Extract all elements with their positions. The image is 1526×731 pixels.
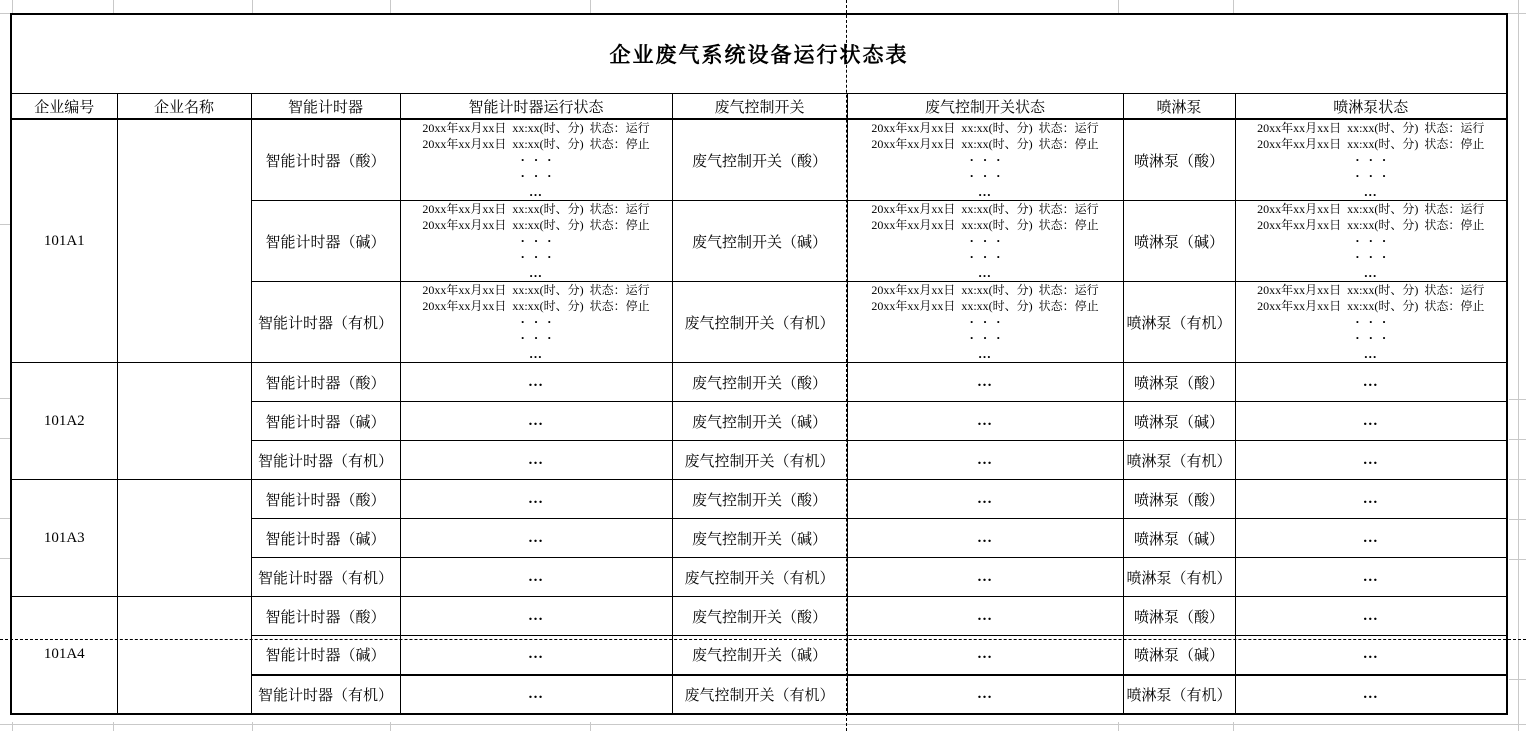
gridline-segment [1118, 722, 1119, 731]
timer-status-cell[interactable] [400, 363, 672, 402]
status-line: … [978, 184, 992, 199]
ellipsis-placeholder: … [1362, 373, 1379, 390]
pump-status-cell[interactable] [1235, 675, 1507, 714]
gridline-segment [1509, 439, 1526, 440]
pump-cell[interactable]: 喷淋泵（有机） [1123, 558, 1235, 597]
gridline-segment [113, 0, 114, 13]
table-row [11, 597, 1507, 636]
gridline-segment [1233, 722, 1234, 731]
timer-cell[interactable]: 智能计时器（酸） [251, 119, 400, 201]
pump-cell[interactable]: 喷淋泵（酸） [1123, 363, 1235, 402]
ellipsis-placeholder: … [1362, 529, 1379, 546]
ellipsis-placeholder: … [977, 412, 993, 429]
pump-cell[interactable]: 喷淋泵（碱） [1123, 402, 1235, 441]
status-line: ··· [1355, 330, 1396, 345]
timer-status-cell[interactable] [400, 636, 672, 675]
gridline-segment [252, 0, 253, 13]
status-line: ··· [969, 314, 1010, 329]
status-line: 20xx年xx月xx日 xx:xx(时、分) 状态：停止 [871, 218, 1099, 232]
timer-status-cell[interactable] [400, 402, 672, 441]
timer-status-cell[interactable] [400, 119, 672, 201]
timer-cell[interactable]: 智能计时器（酸） [251, 597, 400, 636]
status-line: 20xx年xx月xx日 xx:xx(时、分) 状态：停止 [871, 299, 1099, 313]
gridline-segment [0, 224, 10, 225]
timer-cell[interactable]: 智能计时器（碱） [251, 201, 400, 282]
gas-switch-cell[interactable]: 废气控制开关（酸） [672, 597, 847, 636]
gas-switch-cell[interactable]: 废气控制开关（碱） [672, 519, 847, 558]
timer-status-cell[interactable] [400, 519, 672, 558]
ellipsis-placeholder: … [528, 646, 544, 663]
ellipsis-placeholder: … [977, 490, 993, 507]
ellipsis-placeholder: … [1362, 646, 1379, 663]
company-id-cell[interactable]: 101A4 [11, 597, 117, 714]
gas-switch-status-cell[interactable] [847, 282, 1123, 363]
status-line: 20xx年xx月xx日 xx:xx(时、分) 状态：停止 [1257, 299, 1485, 313]
status-line: ··· [969, 330, 1010, 345]
timer-cell[interactable]: 智能计时器（有机） [251, 282, 400, 363]
status-line: 20xx年xx月xx日 xx:xx(时、分) 状态：运行 [422, 121, 650, 135]
ellipsis-placeholder: … [977, 646, 993, 663]
column-header-6[interactable]: 喷淋泵 [1123, 94, 1235, 120]
status-line: … [1363, 184, 1378, 199]
gas-switch-cell[interactable]: 废气控制开关（碱） [672, 402, 847, 441]
pump-status-cell[interactable] [1235, 363, 1507, 402]
pump-status-cell[interactable] [1235, 201, 1507, 282]
company-name-cell[interactable] [117, 597, 251, 714]
ellipsis-placeholder: … [977, 568, 993, 585]
gridline-segment [1509, 519, 1526, 520]
gas-switch-cell[interactable]: 废气控制开关（碱） [672, 636, 847, 675]
gridline-segment [0, 438, 10, 439]
ellipsis-placeholder: … [528, 490, 544, 507]
status-line: ··· [1355, 314, 1396, 329]
gridline-segment [590, 722, 591, 731]
ellipsis-placeholder: … [528, 412, 544, 429]
gridline-segment [12, 0, 13, 13]
gas-switch-status-cell[interactable] [847, 441, 1123, 480]
gridline-segment [1509, 559, 1526, 560]
pump-status-cell[interactable] [1235, 119, 1507, 201]
pump-status-cell[interactable] [1235, 402, 1507, 441]
gas-switch-status-cell[interactable] [847, 558, 1123, 597]
table-row [11, 363, 1507, 402]
status-line: 20xx年xx月xx日 xx:xx(时、分) 状态：停止 [871, 137, 1099, 151]
column-header-5[interactable]: 废气控制开关状态 [847, 94, 1123, 120]
status-line: 20xx年xx月xx日 xx:xx(时、分) 状态：运行 [1257, 283, 1485, 297]
ellipsis-placeholder: … [528, 607, 544, 624]
gas-switch-status-cell[interactable] [847, 480, 1123, 519]
timer-status-cell[interactable] [400, 675, 672, 714]
gas-switch-cell[interactable]: 废气控制开关（碱） [672, 201, 847, 282]
gas-switch-status-cell[interactable] [847, 636, 1123, 675]
status-line: ··· [520, 314, 561, 329]
status-line: … [978, 265, 992, 280]
gas-switch-status-cell[interactable] [847, 519, 1123, 558]
timer-cell[interactable]: 智能计时器（碱） [251, 402, 400, 441]
gridline-segment [252, 722, 253, 731]
gridline-segment [1118, 0, 1119, 13]
status-line: 20xx年xx月xx日 xx:xx(时、分) 状态：运行 [871, 202, 1099, 216]
status-line: 20xx年xx月xx日 xx:xx(时、分) 状态：运行 [871, 283, 1099, 297]
ellipsis-placeholder: … [528, 451, 544, 468]
status-line: … [1363, 346, 1378, 361]
status-line: ··· [969, 152, 1010, 167]
status-line: 20xx年xx月xx日 xx:xx(时、分) 状态：运行 [422, 202, 650, 216]
table-title-row [11, 14, 1507, 94]
timer-status-cell[interactable] [400, 441, 672, 480]
status-line: ··· [1355, 233, 1396, 248]
status-line: 20xx年xx月xx日 xx:xx(时、分) 状态：停止 [422, 218, 650, 232]
ellipsis-placeholder: … [1362, 685, 1379, 702]
table-row [11, 119, 1507, 201]
timer-status-cell[interactable] [400, 597, 672, 636]
status-line: ··· [1355, 249, 1396, 264]
column-header-1[interactable]: 企业名称 [117, 94, 251, 120]
gridline-segment [1518, 0, 1519, 731]
ellipsis-placeholder: … [977, 685, 993, 702]
pump-cell[interactable]: 喷淋泵（有机） [1123, 282, 1235, 363]
gridline-segment [1509, 679, 1526, 680]
company-name-cell[interactable] [117, 480, 251, 597]
status-line: 20xx年xx月xx日 xx:xx(时、分) 状态：运行 [1257, 202, 1485, 216]
pump-status-cell[interactable] [1235, 597, 1507, 636]
gas-switch-status-cell[interactable] [847, 363, 1123, 402]
status-line: 20xx年xx月xx日 xx:xx(时、分) 状态：运行 [871, 121, 1099, 135]
status-line: ··· [969, 233, 1010, 248]
status-line: ··· [520, 152, 561, 167]
status-line: 20xx年xx月xx日 xx:xx(时、分) 状态：停止 [422, 299, 650, 313]
page-title[interactable]: 企业废气系统设备运行状态表 [11, 14, 1507, 94]
company-id-cell[interactable]: 101A2 [11, 363, 117, 480]
table-row [11, 480, 1507, 519]
gridline-segment [1509, 399, 1526, 400]
status-line: ··· [520, 233, 561, 248]
status-line: 20xx年xx月xx日 xx:xx(时、分) 状态：运行 [1257, 121, 1485, 135]
timer-status-cell[interactable] [400, 480, 672, 519]
gridline-segment [0, 724, 1526, 725]
timer-status-cell[interactable] [400, 201, 672, 282]
column-header-7[interactable]: 喷淋泵状态 [1235, 94, 1507, 120]
gridline-segment [0, 398, 10, 399]
column-header-3[interactable]: 智能计时器运行状态 [400, 94, 672, 120]
ellipsis-placeholder: … [977, 373, 993, 390]
gas-switch-status-cell[interactable] [847, 675, 1123, 714]
status-line: … [529, 184, 543, 199]
company-id-cell[interactable]: 101A3 [11, 480, 117, 597]
company-name-cell[interactable] [117, 119, 251, 363]
status-line: ··· [969, 249, 1010, 264]
company-name-cell[interactable] [117, 363, 251, 480]
timer-cell[interactable]: 智能计时器（酸） [251, 480, 400, 519]
gas-switch-cell[interactable]: 废气控制开关（酸） [672, 119, 847, 201]
timer-cell[interactable]: 智能计时器（酸） [251, 363, 400, 402]
pump-status-cell[interactable] [1235, 519, 1507, 558]
status-line: 20xx年xx月xx日 xx:xx(时、分) 状态：运行 [422, 283, 650, 297]
gas-switch-cell[interactable]: 废气控制开关（有机） [672, 675, 847, 714]
status-line: ··· [520, 330, 561, 345]
column-header-4[interactable]: 废气控制开关 [672, 94, 847, 120]
status-line: ··· [1355, 168, 1396, 183]
status-line: 20xx年xx月xx日 xx:xx(时、分) 状态：停止 [422, 137, 650, 151]
timer-cell[interactable]: 智能计时器（有机） [251, 558, 400, 597]
pump-status-cell[interactable] [1235, 636, 1507, 675]
status-line: … [978, 346, 992, 361]
gridline-segment [0, 558, 10, 559]
timer-cell[interactable]: 智能计时器（有机） [251, 675, 400, 714]
status-line: 20xx年xx月xx日 xx:xx(时、分) 状态：停止 [1257, 137, 1485, 151]
status-line: … [529, 346, 543, 361]
gridline-segment [1233, 0, 1234, 13]
pump-cell[interactable]: 喷淋泵（碱） [1123, 201, 1235, 282]
ellipsis-placeholder: … [977, 607, 993, 624]
status-line: … [529, 265, 543, 280]
ellipsis-placeholder: … [1362, 607, 1379, 624]
timer-status-cell[interactable] [400, 558, 672, 597]
ellipsis-placeholder: … [1362, 451, 1379, 468]
pump-cell[interactable]: 喷淋泵（酸） [1123, 597, 1235, 636]
ellipsis-placeholder: … [1362, 412, 1379, 429]
ellipsis-placeholder: … [977, 529, 993, 546]
timer-cell[interactable]: 智能计时器（碱） [251, 636, 400, 675]
pump-cell[interactable]: 喷淋泵（酸） [1123, 119, 1235, 201]
pump-status-cell[interactable] [1235, 558, 1507, 597]
pump-status-cell[interactable] [1235, 480, 1507, 519]
gridline-segment [590, 0, 591, 13]
gridline-segment [0, 518, 10, 519]
gridline-segment [113, 722, 114, 731]
timer-cell[interactable]: 智能计时器（有机） [251, 441, 400, 480]
ellipsis-placeholder: … [1362, 490, 1379, 507]
ellipsis-placeholder: … [528, 685, 544, 702]
column-header-0[interactable]: 企业编号 [11, 94, 117, 120]
timer-cell[interactable]: 智能计时器（碱） [251, 519, 400, 558]
status-line: ··· [1355, 152, 1396, 167]
gas-switch-cell[interactable]: 废气控制开关（有机） [672, 558, 847, 597]
ellipsis-placeholder: … [977, 451, 993, 468]
timer-status-cell[interactable] [400, 282, 672, 363]
pump-cell[interactable]: 喷淋泵（酸） [1123, 480, 1235, 519]
gridline-segment [1509, 479, 1526, 480]
gridline-segment [12, 722, 13, 731]
status-table [10, 13, 1508, 715]
status-line: ··· [969, 168, 1010, 183]
ellipsis-placeholder: … [1362, 568, 1379, 585]
gas-switch-cell[interactable]: 废气控制开关（酸） [672, 480, 847, 519]
ellipsis-placeholder: … [528, 529, 544, 546]
table-header-row [11, 94, 1507, 120]
gas-switch-status-cell[interactable] [847, 597, 1123, 636]
pump-cell[interactable]: 喷淋泵（碱） [1123, 519, 1235, 558]
ellipsis-placeholder: … [528, 373, 544, 390]
pump-cell[interactable]: 喷淋泵（碱） [1123, 636, 1235, 675]
gas-switch-cell[interactable]: 废气控制开关（酸） [672, 363, 847, 402]
gas-switch-status-cell[interactable] [847, 119, 1123, 201]
gas-switch-cell[interactable]: 废气控制开关（有机） [672, 282, 847, 363]
status-line: ··· [520, 249, 561, 264]
column-header-2[interactable]: 智能计时器 [251, 94, 400, 120]
gas-switch-status-cell[interactable] [847, 402, 1123, 441]
pump-status-cell[interactable] [1235, 441, 1507, 480]
status-line: ··· [520, 168, 561, 183]
ellipsis-placeholder: … [528, 568, 544, 585]
status-line: … [1363, 265, 1378, 280]
pump-status-cell[interactable] [1235, 282, 1507, 363]
status-line: 20xx年xx月xx日 xx:xx(时、分) 状态：停止 [1257, 218, 1485, 232]
gas-switch-cell[interactable]: 废气控制开关（有机） [672, 441, 847, 480]
gridline-segment [390, 722, 391, 731]
company-id-cell[interactable]: 101A1 [11, 119, 117, 363]
pump-cell[interactable]: 喷淋泵（有机） [1123, 675, 1235, 714]
gridline-segment [390, 0, 391, 13]
gas-switch-status-cell[interactable] [847, 201, 1123, 282]
pump-cell[interactable]: 喷淋泵（有机） [1123, 441, 1235, 480]
